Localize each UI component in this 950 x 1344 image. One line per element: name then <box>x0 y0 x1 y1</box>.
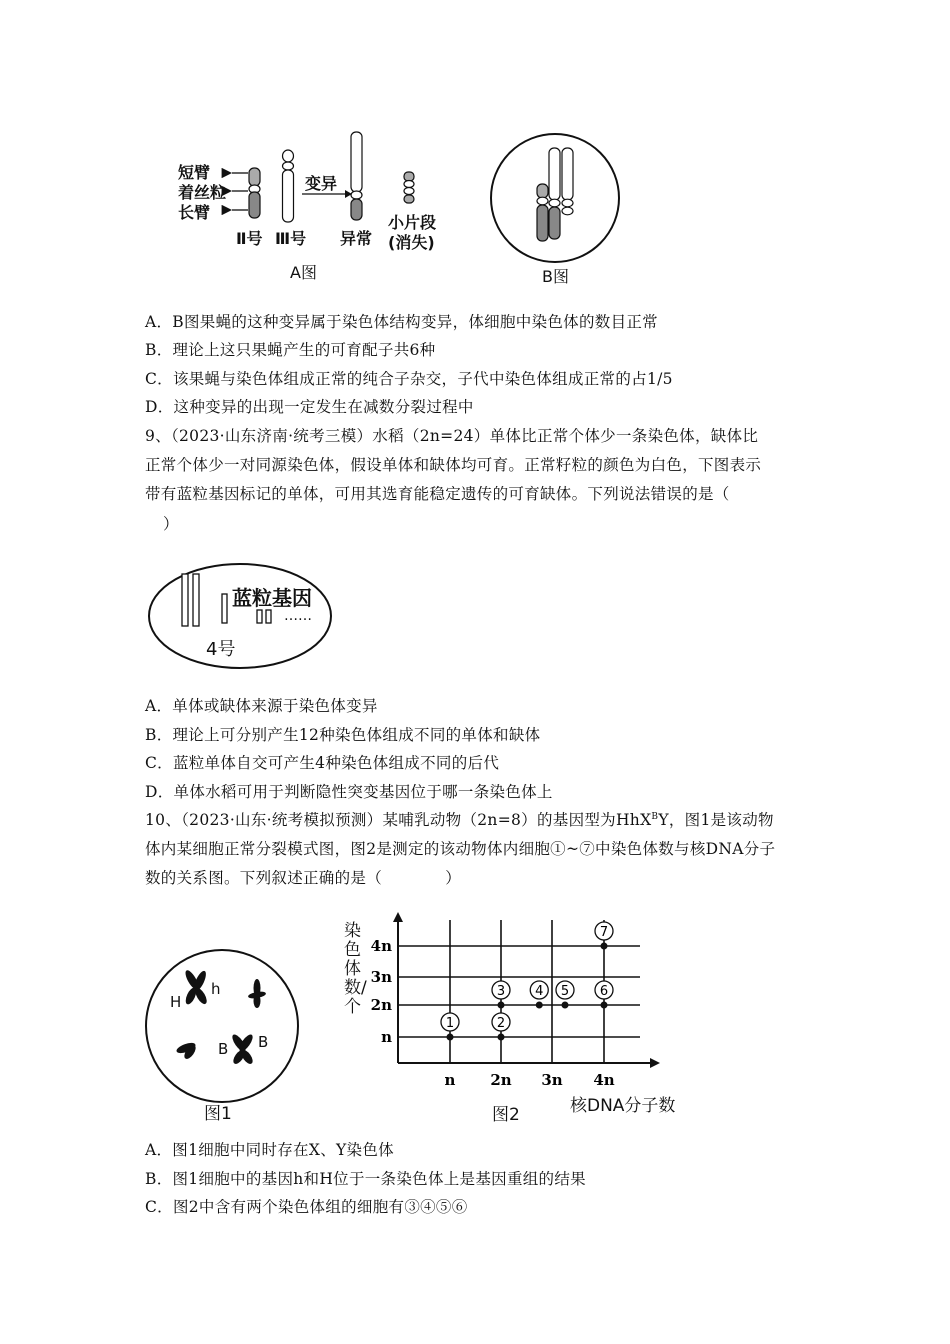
point-label-3: 3 <box>496 984 506 999</box>
q9-option-d: D．单体水稻可用于判断隐性突变基因位于哪一条染色体上 <box>145 783 553 801</box>
point-label-6: 6 <box>599 984 609 999</box>
q9-stem-line-4: ） <box>163 515 179 533</box>
label-centromere: 着丝粒 <box>178 183 227 202</box>
caption-figure-1: 图1 <box>204 1104 232 1124</box>
label-fragment-lost: (消失) <box>388 233 435 252</box>
x-tick-3: 3n <box>541 1071 563 1089</box>
y-tick-4: 4n <box>370 937 392 955</box>
chart-x-label: 核DNA分子数 <box>570 1096 676 1116</box>
q10-stem-line-1: 10、（2023·山东·统考模拟预测）某哺乳动物（2n=8）的基因型为HhX$^B$Y，图1是该动物 <box>145 811 774 829</box>
point-label-1: 1 <box>445 1016 455 1031</box>
y-axis-arrow <box>393 912 403 922</box>
q9-option-a: A．单体或缺体来源于染色体变异 <box>145 697 378 715</box>
label-mutation: 变异 <box>305 174 338 193</box>
point-dot-4 <box>536 1002 543 1009</box>
point-dot-6 <box>601 1002 608 1009</box>
q10-stem-line-2: 体内某细胞正常分裂模式图，图2是测定的该动物体内细胞①~⑦中染色体数与核DNA分子 <box>145 840 776 858</box>
x-tick-1: n <box>444 1071 456 1089</box>
q9-chr-label: 4号 <box>206 639 236 660</box>
caption-figure-2: 图2 <box>492 1105 520 1125</box>
q8-option-d: D．这种变异的出现一定发生在减数分裂过程中 <box>145 398 474 416</box>
gene-B-right: B <box>258 1033 269 1051</box>
label-short-arm: 短臂 <box>178 163 211 182</box>
caption-figure-a: A图 <box>290 263 317 282</box>
label-chr2: Ⅱ号 <box>236 229 263 248</box>
point-dot-5 <box>562 1002 569 1009</box>
q9-dots: …… <box>284 608 312 624</box>
q8-option-c: C．该果蝇与染色体组成正常的纯合子杂交，子代中染色体组成正常的占1/5 <box>145 370 673 388</box>
label-long-arm: 长臂 <box>178 203 211 222</box>
x-tick-4: 4n <box>593 1071 615 1089</box>
q10-option-b: B．图1细胞中的基因h和H位于一条染色体上是基因重组的结果 <box>145 1170 586 1188</box>
q9-stem-line-2: 正常个体少一对同源染色体，假设单体和缺体均可育。正常籽粒的颜色为白色，下图表示 <box>145 456 762 474</box>
point-dot-1 <box>447 1034 454 1041</box>
y-tick-1: n <box>381 1028 392 1046</box>
q9-gene-label: 蓝粒基因 <box>232 586 312 610</box>
x-axis-arrow <box>650 1058 660 1068</box>
label-chr3: Ⅲ号 <box>275 229 307 248</box>
gene-H: H <box>170 993 182 1011</box>
q10-option-c: C．图2中含有两个染色体组的细胞有③④⑤⑥ <box>145 1198 468 1216</box>
point-label-4: 4 <box>535 984 544 999</box>
y-tick-2: 2n <box>370 996 392 1014</box>
point-label-5: 5 <box>560 984 570 999</box>
point-dot-3 <box>498 1002 505 1009</box>
y-tick-3: 3n <box>370 968 392 986</box>
x-tick-2: 2n <box>490 1071 512 1089</box>
q9-option-b: B．理论上可分别产生12种染色体组成不同的单体和缺体 <box>145 726 541 744</box>
q9-stem-line-3: 带有蓝粒基因标记的单体，可用其选育能稳定遗传的可育缺体。下列说法错误的是（ <box>145 485 730 503</box>
q8-option-a: A．B图果蝇的这种变异属于染色体结构变异，体细胞中染色体的数目正常 <box>145 313 658 331</box>
point-dot-7 <box>601 943 608 950</box>
gene-h: h <box>211 980 221 998</box>
label-abnormal: 异常 <box>340 229 373 248</box>
caption-figure-b: B图 <box>542 267 569 286</box>
label-fragment: 小片段 <box>388 213 437 232</box>
point-label-7: 7 <box>599 925 609 940</box>
chart-y-label: 染色体数/个 <box>344 921 367 1017</box>
q9-option-c: C．蓝粒单体自交可产生4种染色体组成不同的后代 <box>145 754 500 772</box>
gene-B-left: B <box>218 1040 229 1058</box>
q10-option-a: A．图1细胞中同时存在X、Y染色体 <box>145 1141 394 1159</box>
q9-stem-line-1: 9、（2023·山东济南·统考三模）水稻（2n=24）单体比正常个体少一条染色体，缺体比 <box>145 427 759 445</box>
point-dot-2 <box>498 1034 505 1041</box>
q8-option-b: B．理论上这只果蝇产生的可育配子共6种 <box>145 341 436 359</box>
point-label-2: 2 <box>496 1016 506 1031</box>
q10-stem-line-3: 数的关系图。下列叙述正确的是（ ） <box>145 869 462 887</box>
